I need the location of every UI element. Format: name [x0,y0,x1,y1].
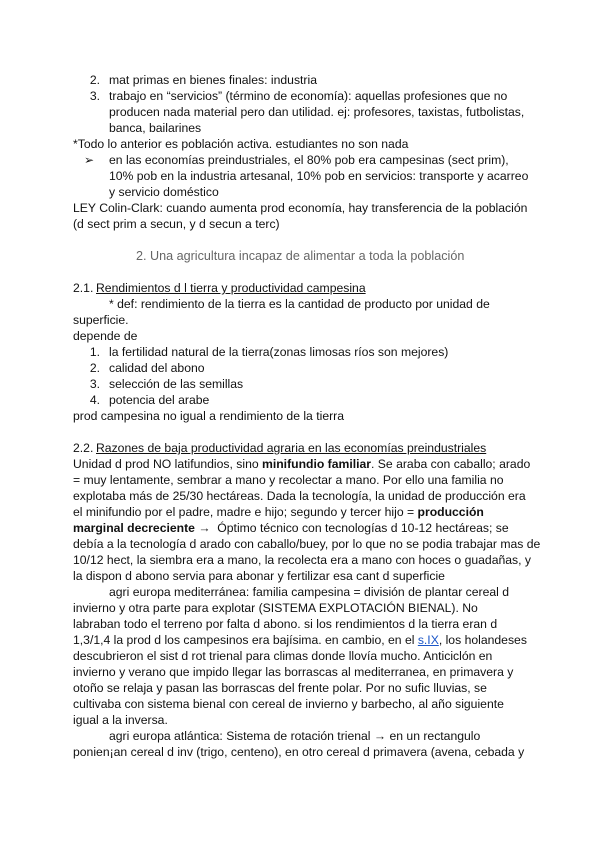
text-run: Unidad d prod NO latifundios, sino [73,457,263,471]
list-item-text: mat primas en bienes finales: industria [109,73,317,87]
list-number: 2. [89,361,100,375]
list-number: 3. [89,377,100,391]
list-number: 2. [89,73,100,87]
bullet-item-text: en las economías preindustriales, el 80% pob era campesinas (sect prim), [109,153,509,167]
text-run: Óptimo técnico con tecnologías d 10-12 hectáreas; se [217,521,509,535]
list-item-text: la fertilidad natural de la tierra(zonas limosas ríos son mejores) [109,345,449,359]
text-run: agri europa atlántica: Sistema de rotación trienal [109,729,371,743]
paragraph-line: invierno y otra parte para explotar (SISTEMA EXPLOTACIÓN BIENAL). No [73,601,478,615]
paragraph-line [73,520,509,536]
century-link[interactable]: s.IX [417,633,439,647]
paragraph-line: (d sect prim a secun, y d secun a terc) [73,217,280,231]
paragraph-line: = muy lentamente, sembrar a mano y recolectar a mano. Por ello una familia no [73,473,504,487]
text-run: 1,3/1,4 la prod d los campesinos era bajísima. en cambio, en el [73,633,418,647]
list-number: 4. [89,393,100,407]
paragraph-line: agri europa mediterránea: familia campesina = división de plantar cereal d [109,585,510,599]
bold-term: minifundio familiar [262,457,372,471]
paragraph-line: descubrieron el sist d rot trienal para climas donde llovía mucho. Anticiclón en [73,649,493,663]
list-item-text: banca, bailarines [109,121,202,135]
subsection-heading: Rendimientos d l tierra y productividad campesina [96,281,366,295]
arrow-bullet-icon: ➢ [84,153,95,167]
paragraph-line: *Todo lo anterior es población activa. estudiantes no son nada [73,137,409,151]
bold-term: marginal decreciente [73,521,195,535]
paragraph-line: depende de [73,329,138,343]
paragraph-line: LEY Colin-Clark: cuando aumenta prod economía, hay transferencia de la población [73,201,528,215]
subsection-number: 2.1. [73,281,94,295]
paragraph-line: explotaba más de 25/30 hectáreas. Dada la tecnología, la unidad de producción era [73,489,526,503]
list-number: 1. [89,345,100,359]
subsection-number: 2.2. [73,441,94,455]
list-item-text: producen nada material pero dan utilidad. ej: profesores, taxistas, futbolistas, [109,105,525,119]
bold-term: producción [417,505,484,519]
list-number: 3. [89,89,100,103]
paragraph-line: 10/12 hect, la siembra era a mano, la recolecta era a mano con hoces o guadañas, y [73,553,531,567]
text-run: en un rectangulo [386,729,481,743]
list-item-text: trabajo en “servicios” (término de economía): aquellas profesiones que no [109,89,508,103]
list-item-text: potencia del arabe [109,393,210,407]
paragraph-line: igual a la inversa. [73,713,168,727]
bullet-item-text: 10% pob en la industria artesanal, 10% pob en servicios: transporte y acarreo [109,169,529,183]
list-item-text: calidad del abono [109,361,205,375]
paragraph-line: invierno y verano que impido llegar las borrascas al mediterranea, en primavera y [73,665,514,679]
text-run: . Se araba con caballo; arado [371,457,531,471]
paragraph-line [73,504,484,520]
text-run: el minifundio por el padre, madre e hijo; segundo y tercer hijo = [73,505,418,519]
paragraph-line: otoño se relaja y pasan las borrascas del frente polar. Por no sufic lluvias, se [73,681,487,695]
paragraph-line: la dispon d abono servia para abonar y fertilizar esa cant d superficie [73,569,445,583]
section-heading: 2. Una agricultura incapaz de alimentar a toda la población [136,249,465,263]
paragraph-line: * def: rendimiento de la tierra es la cantidad de producto por unidad de [109,297,490,311]
subsection-heading: Razones de baja productividad agraria en las economías preindustriales [96,441,487,455]
arrow-right-icon: → [198,521,211,535]
paragraph-line: debía a la tecnología d arado con caballo/buey, por lo que no se podia trabajar mas de [73,537,541,551]
arrow-right-icon: → [373,729,387,743]
list-item-text: selección de las semillas [109,377,244,391]
paragraph-line [73,632,527,648]
text-run: , los holandeses [438,633,527,647]
paragraph-line: prod campesina no igual a rendimiento de la tierra [73,409,344,423]
paragraph-line [109,728,480,744]
paragraph-line: cultivaba con sistema bienal con cereal de invierno y barbecho, al año siguiente [73,697,504,711]
bullet-item-text: y servicio doméstico [109,185,219,199]
paragraph-line: superficie. [73,313,129,327]
paragraph-line: ponien¡an cereal d inv (trigo, centeno), en otro cereal d primavera (avena, cebada y [73,745,525,759]
paragraph-line [73,456,530,472]
paragraph-line: labraban todo el terreno por falta d abono. si los rendimientos d la tierra eran d [73,617,498,631]
